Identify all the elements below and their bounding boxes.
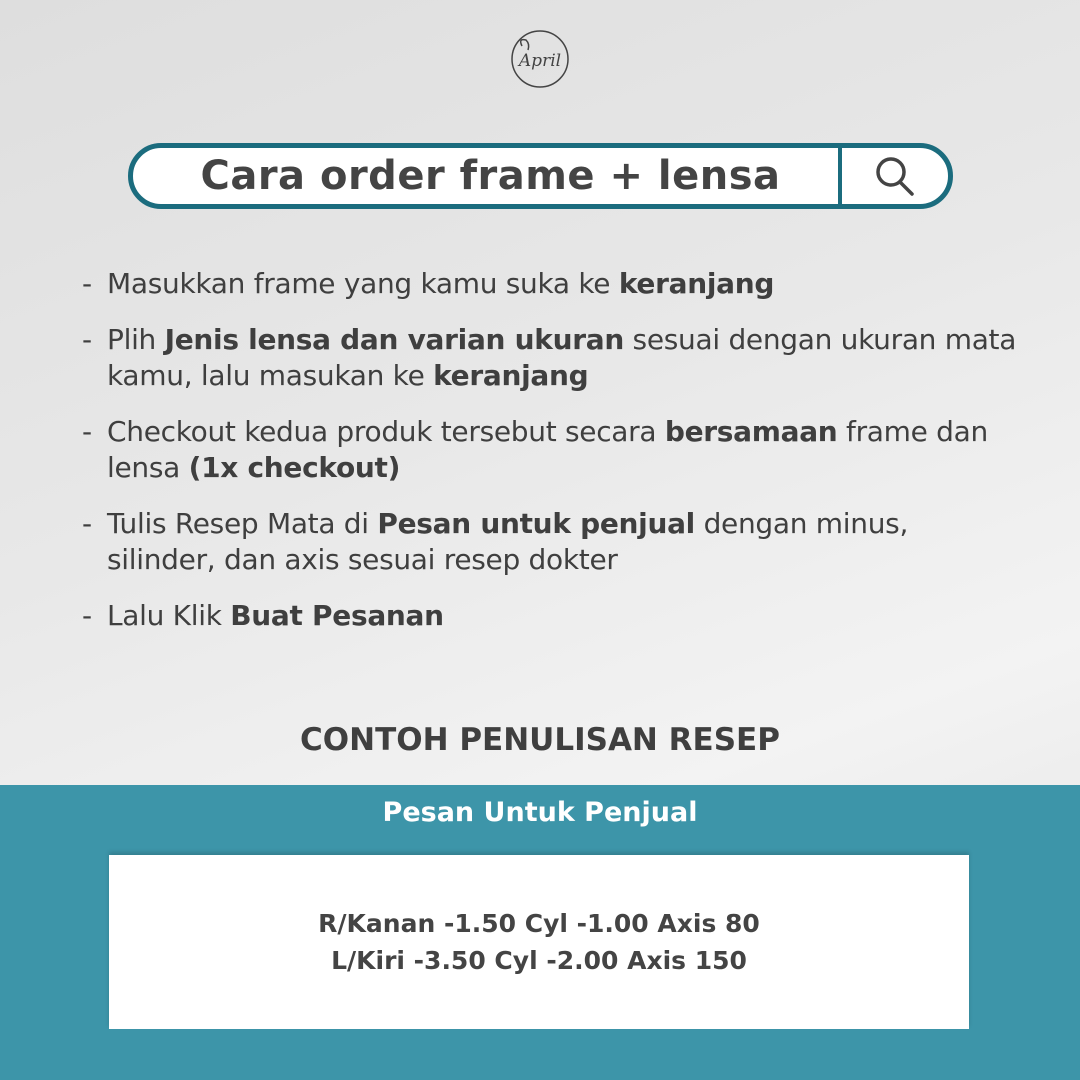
step-text: Masukkan frame yang kamu suka ke (107, 267, 619, 300)
step-emphasis: Pesan untuk penjual (377, 507, 695, 540)
step-item (82, 598, 1022, 634)
prescription-left: L/Kiri -3.50 Cyl -2.00 Axis 150 (331, 946, 747, 975)
message-title: Pesan Untuk Penjual (382, 797, 698, 828)
step-item (82, 506, 1022, 578)
step-text: Tulis Resep Mata di (107, 507, 378, 540)
order-steps (82, 266, 1022, 654)
search-bar[interactable] (128, 143, 953, 209)
step-text: sesuai dengan ukuran mata kamu, lalu masukan ke (107, 323, 1017, 392)
step-item (82, 414, 1022, 486)
example-panel (0, 785, 1080, 1080)
prescription-right: R/Kanan -1.50 Cyl -1.00 Axis 80 (318, 909, 760, 938)
step-text: Checkout kedua produk tersebut secara (107, 415, 665, 448)
search-query[interactable]: Cara order frame + lensa (200, 153, 781, 199)
step-emphasis: Jenis lensa dan varian ukuran (164, 323, 624, 356)
step-item (82, 322, 1022, 394)
message-box (109, 855, 969, 1029)
step-text: Plih (107, 323, 165, 356)
step-text: dengan minus, silinder, dan axis sesuai resep dokter (107, 507, 909, 576)
step-emphasis: keranjang (618, 267, 775, 300)
search-button[interactable] (838, 148, 948, 204)
step-emphasis: keranjang (433, 359, 589, 392)
step-emphasis: (1x checkout) (188, 451, 401, 484)
step-item (82, 266, 1022, 302)
search-icon (873, 154, 917, 198)
step-text: Lalu Klik (107, 599, 231, 632)
svg-text:April: April (518, 51, 562, 71)
step-text: frame dan lensa (107, 415, 988, 484)
april-logo (510, 28, 570, 88)
step-emphasis: Buat Pesanan (230, 599, 444, 632)
step-emphasis: bersamaan (664, 415, 838, 448)
example-heading: CONTOH PENULISAN RESEP (300, 722, 780, 758)
